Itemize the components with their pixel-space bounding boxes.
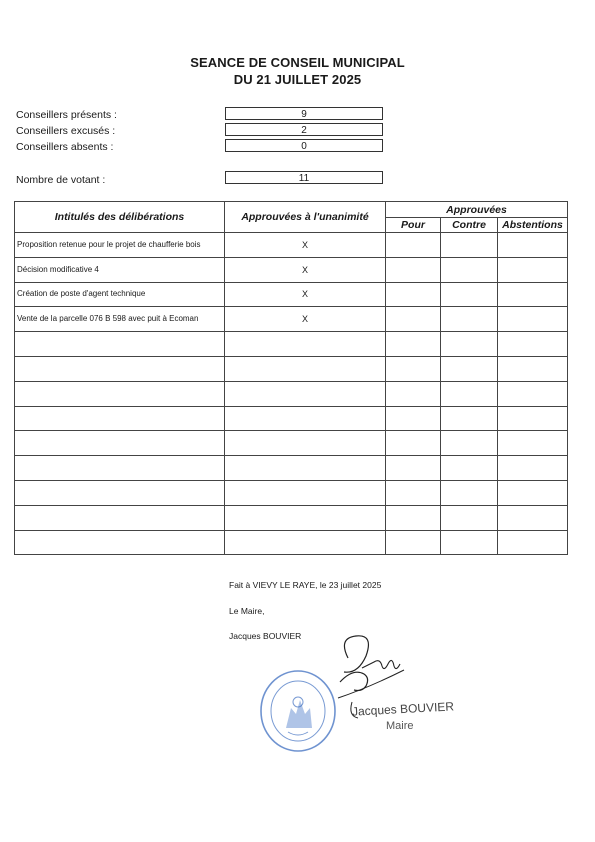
voters-label: Nombre de votant :: [16, 174, 106, 186]
excused-label: Conseillers excusés :: [16, 125, 116, 137]
row-title: Décision modificative 4: [15, 257, 225, 282]
col-header-approved: Approuvées: [386, 202, 568, 218]
voters-value-field: 11: [225, 171, 383, 184]
mayor-name: Jacques BOUVIER: [229, 631, 302, 641]
present-label: Conseillers présents :: [16, 109, 117, 121]
table-row-empty: [15, 356, 568, 381]
title-line2: DU 21 JUILLET 2025: [233, 72, 362, 87]
table-row: [15, 282, 568, 307]
row-unanimous-mark: X: [225, 307, 386, 332]
col-header-for: Pour: [386, 218, 441, 233]
col-header-unanimous: Approuvées à l'unanimité: [225, 202, 386, 233]
col-header-title: Intitulés des délibérations: [15, 202, 225, 233]
deliberations-table: [14, 201, 568, 555]
row-unanimous-mark: X: [225, 257, 386, 282]
table-row-empty: [15, 332, 568, 357]
row-title: Proposition retenue pour le projet de chaufferie bois: [15, 233, 225, 258]
row-title: Création de poste d'agent technique: [15, 282, 225, 307]
col-header-against: Contre: [441, 218, 498, 233]
absent-label: Conseillers absents :: [16, 141, 114, 153]
table-row-empty: [15, 381, 568, 406]
table-row: [15, 233, 568, 258]
col-header-abstentions: Abstentions: [498, 218, 568, 233]
row-title: Vente de la parcelle 076 B 598 avec puit à Ecoman: [15, 307, 225, 332]
excused-value-field: 2: [225, 123, 383, 136]
table-row-empty: [15, 530, 568, 555]
mayor-role: Le Maire,: [229, 606, 265, 616]
absent-value-field: 0: [225, 139, 383, 152]
table-row-empty: [15, 505, 568, 530]
table-row-empty: [15, 480, 568, 505]
table-row: [15, 307, 568, 332]
signature-name: Jacques BOUVIER: [351, 699, 455, 719]
table-row-empty: [15, 431, 568, 456]
row-unanimous-mark: X: [225, 282, 386, 307]
place-date: Fait à VIEVY LE RAYE, le 23 juillet 2025: [229, 580, 382, 590]
signature-role: Maire: [386, 720, 414, 732]
row-unanimous-mark: X: [225, 233, 386, 258]
title-line1: SEANCE DE CONSEIL MUNICIPAL: [190, 55, 405, 70]
table-row-empty: [15, 456, 568, 481]
table-row-empty: [15, 406, 568, 431]
table-row: [15, 257, 568, 282]
present-value-field: 9: [225, 107, 383, 120]
